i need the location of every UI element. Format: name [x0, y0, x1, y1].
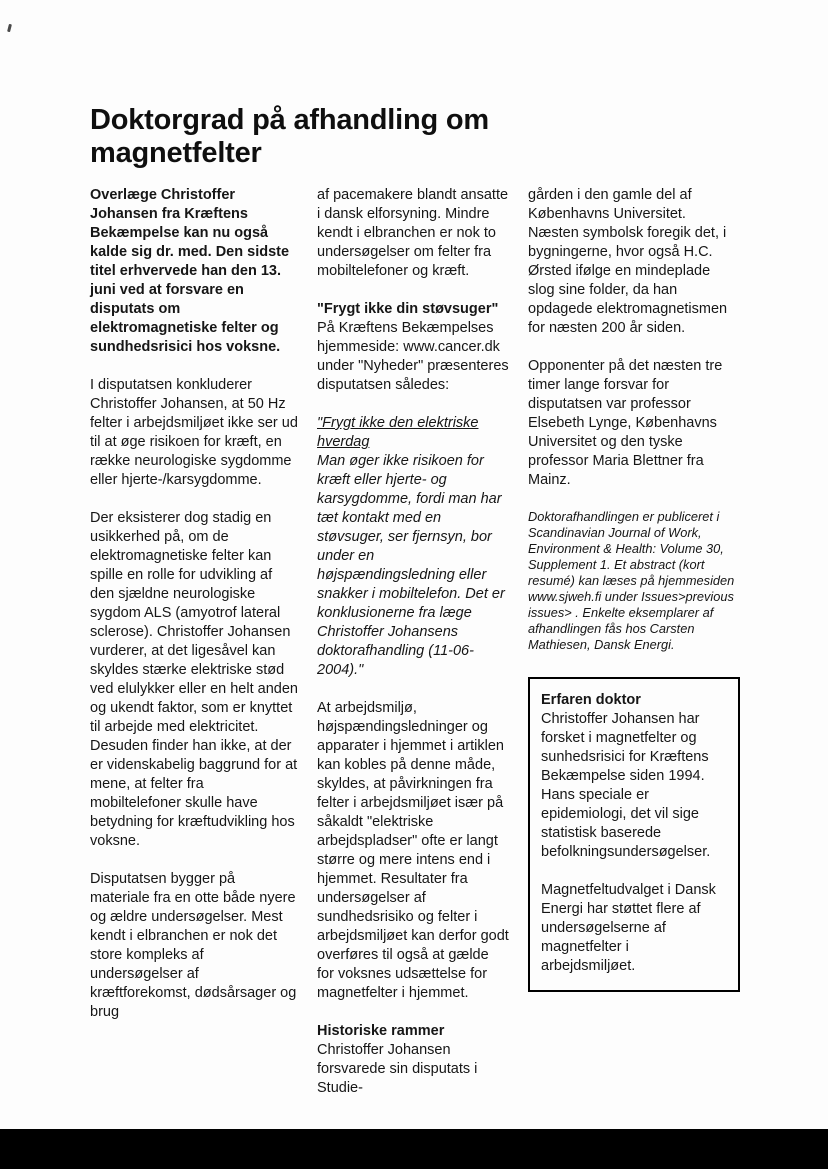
- paragraph: I disputatsen konkluderer Christoffer Johansen, at 50 Hz felter i arbejdsmiljøet ikke ser ud til at øge risikoen for kræft, en række neurologiske sygdomme eller hjerte-/karsygdomme.: [90, 377, 298, 488]
- article-title-line1: Doktorgrad på afhandling om: [90, 104, 489, 136]
- info-box-title: Erfaren doktor: [541, 692, 641, 708]
- paragraph: gården i den gamle del af Københavns Universitet. Næsten symbolsk foregik det, i bygningerne, hvor også H.C. Ørsted ifølge en mindeplade slog sine folder, da han opdagede elektromagnetismen for næsten 200 år siden.: [528, 187, 728, 336]
- paragraph: Christoffer Johansen forsvarede sin disputats i Studie-: [317, 1042, 478, 1096]
- column-3: [528, 186, 740, 1117]
- bottom-black-bar: [0, 1129, 828, 1169]
- scan-artifact-mark: [7, 24, 12, 32]
- article-title-line2: magnetfelter: [90, 137, 262, 169]
- paragraph: Opponenter på det næsten tre timer lange forsvar for disputatsen var professor Elsebeth Lynge, Københavns Universitet og den tyske professor Maria Blettner fra Mainz.: [528, 358, 723, 488]
- column-1: [90, 186, 298, 1117]
- quote-title: "Frygt ikke den elektriske hverdag: [317, 415, 479, 450]
- section-heading-stovsuger: "Frygt ikke din støvsuger": [317, 301, 499, 317]
- article-columns: [90, 186, 740, 1117]
- column-2: [317, 186, 509, 1117]
- publication-note: Doktorafhandlingen er publiceret i Scandinavian Journal of Work, Environment & Health: Volume 30, Supplement 1. Et abstract (kort resumé) kan læses på hjemmesiden www.sjweh.fi under Issues>previous issues> . Enkelte eksemplarer af afhandlingen fås hos Carsten Mathiesen, Dansk Energi.: [528, 509, 735, 652]
- paragraph: Disputatsen bygger på materiale fra en otte både nyere og ældre undersøgelser. Mest kendt i elbranchen er nok det store kompleks af undersøgelser af kræftforekomst, dødsårsager og brug: [90, 871, 297, 1020]
- section-heading-historiske-rammer: Historiske rammer: [317, 1023, 445, 1039]
- info-box-paragraph: Magnetfeltudvalget i Dansk Energi har støttet flere af undersøgelserne af magnetfelter i arbejdsmiljøet.: [541, 882, 716, 974]
- quote-body: Man øger ikke risikoen for kræft eller hjerte- og karsygdomme, fordi man har tæt kontakt med en støvsuger, ser fjernsyn, bor under en højspændingsledning eller snakker i mobiltelefon. Det er konklusionerne fra læge Christoffer Johansens doktorafhandling (11-06-2004).": [317, 453, 505, 678]
- article-title: [90, 104, 740, 170]
- paragraph: af pacemakere blandt ansatte i dansk elforsyning. Mindre kendt i elbranchen er nok to undersøgelser om felter fra mobiltelefoner og kræft.: [317, 187, 509, 279]
- lead-paragraph: Overlæge Christoffer Johansen fra Kræftens Bekæmpelse kan nu også kalde sig dr. med. Den sidste titel erhvervede han den 13. juni ved at forsvare en disputats om elektromagnetiske felter og sundhedsrisici hos voksne.: [90, 187, 290, 355]
- info-box-erfaren-doktor: [528, 677, 740, 992]
- article: [90, 104, 740, 1117]
- paragraph: At arbejdsmiljø, højspændingsledninger og apparater i hjemmet i artiklen kan kobles på denne måde, skyldes, at påvirkningen fra felter i arbejdsmiljøet især på såkaldt "elektriske arbejdspladser" ofte er langt større og mere intens end i hjemmet. Resultater fra undersøgelser af sundhedsrisiko og felter i arbejdsmiljøet kan derfor godt overføres til også at gælde for voksnes udsættelse for magnetfelter i hjemmet.: [317, 700, 509, 1001]
- paragraph: På Kræftens Bekæmpelses hjemmeside: www.cancer.dk under "Nyheder" præsenteres disputatsen således:: [317, 320, 509, 393]
- info-box-paragraph: Christoffer Johansen har forsket i magnetfelter og sunhedsrisici for Kræftens Bekæmpelse siden 1994. Hans speciale er epidemiologi, det vil sige statistisk baserede befolkningsundersøgelser.: [541, 711, 711, 860]
- paragraph: Der eksisterer dog stadig en usikkerhed på, om de elektromagnetiske felter kan spille en rolle for udvikling af den sjældne neurologiske sygdom ALS (amyotrof lateral sclerose). Christoffer Johansen vurderer, at det ligesåvel kan skyldes stærke elektriske stød ved elulykker eller en helt anden og ukendt faktor, som er knyttet til arbejde med elektricitet. Desuden finder han ikke, at der er videnskabelig baggrund for at mene, at felter fra mobiltelefoner skulle have betydning for kræftudvikling hos voksne.: [90, 510, 298, 849]
